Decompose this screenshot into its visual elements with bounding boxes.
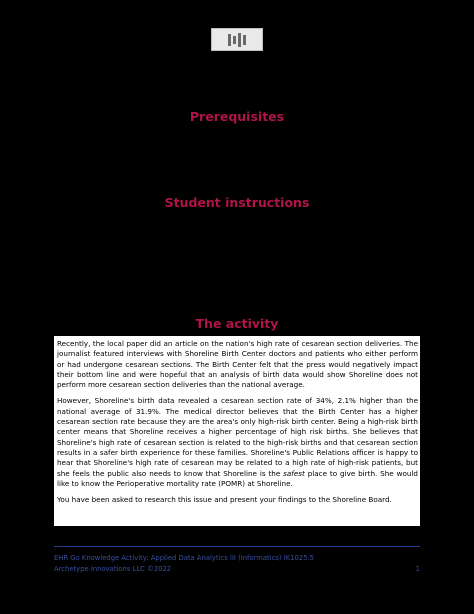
- logo-bar-icon: [228, 34, 231, 46]
- paragraph-2-part-1: However, Shoreline's birth data revealed a cesarean section rate of 34%, 2.1% higher than the national average of 31.9%. The medical director believes that the Birth Center has a higher cesarean section rate because they are the area's only high-risk birth center. Being a high-risk birth center means that Shoreline receives a higher percentage of high risk births. She believes that Shoreline's high rate of cesarean section is related to the high-risk births and that cesarean section results in a safer birth experience for these families. Shoreline's Public Relations officer is happy to hear that Shoreline's high rate of cesarean may be related to a high rate of high-risk patients, but she feels the public also needs to know that Shoreline is the: [57, 396, 418, 478]
- heading-student-instructions: Student instructions: [164, 195, 310, 210]
- footer-page-number: 1: [415, 564, 420, 573]
- paragraph-3: You have been asked to research this issue and present your findings to the Shoreline Board.: [57, 495, 392, 505]
- footer-copyright: Archetype Innovations LLC ©2022: [54, 564, 172, 573]
- heading-prerequisites: Prerequisites: [189, 109, 285, 124]
- paragraph-1: Recently, the local paper did an article on the nation's high rate of cesarean section deliveries. The journalist featured interviews with Shoreline Birth Center doctors and patients who either perform or had undergone cesarean sections. The Birth Center felt that the press would negatively impact their bottom line and were hopeful that an analysis of birth data would show Shoreline does not perform more cesarean section deliveries than the national average.: [57, 339, 418, 390]
- footer-course-title: EHR Go Knowledge Activity: Applied Data Analytics III (Informatics) IK1025.5: [54, 554, 314, 562]
- footer-divider: [54, 546, 420, 547]
- heading-activity: The activity: [195, 316, 279, 331]
- paragraph-2-part-2: place to give birth. She would like to know the Perioperative mortality rate (POMR) at Shoreline.: [57, 468, 418, 488]
- logo-bar-icon: [238, 33, 241, 47]
- activity-text-box: [54, 336, 420, 526]
- logo-bar-icon: [233, 36, 236, 44]
- paragraph-2: [57, 396, 418, 489]
- logo-image: [211, 28, 263, 51]
- logo-bar-icon: [243, 35, 246, 45]
- page-footer: [54, 553, 420, 574]
- paragraph-2-emphasis: safest: [283, 468, 305, 478]
